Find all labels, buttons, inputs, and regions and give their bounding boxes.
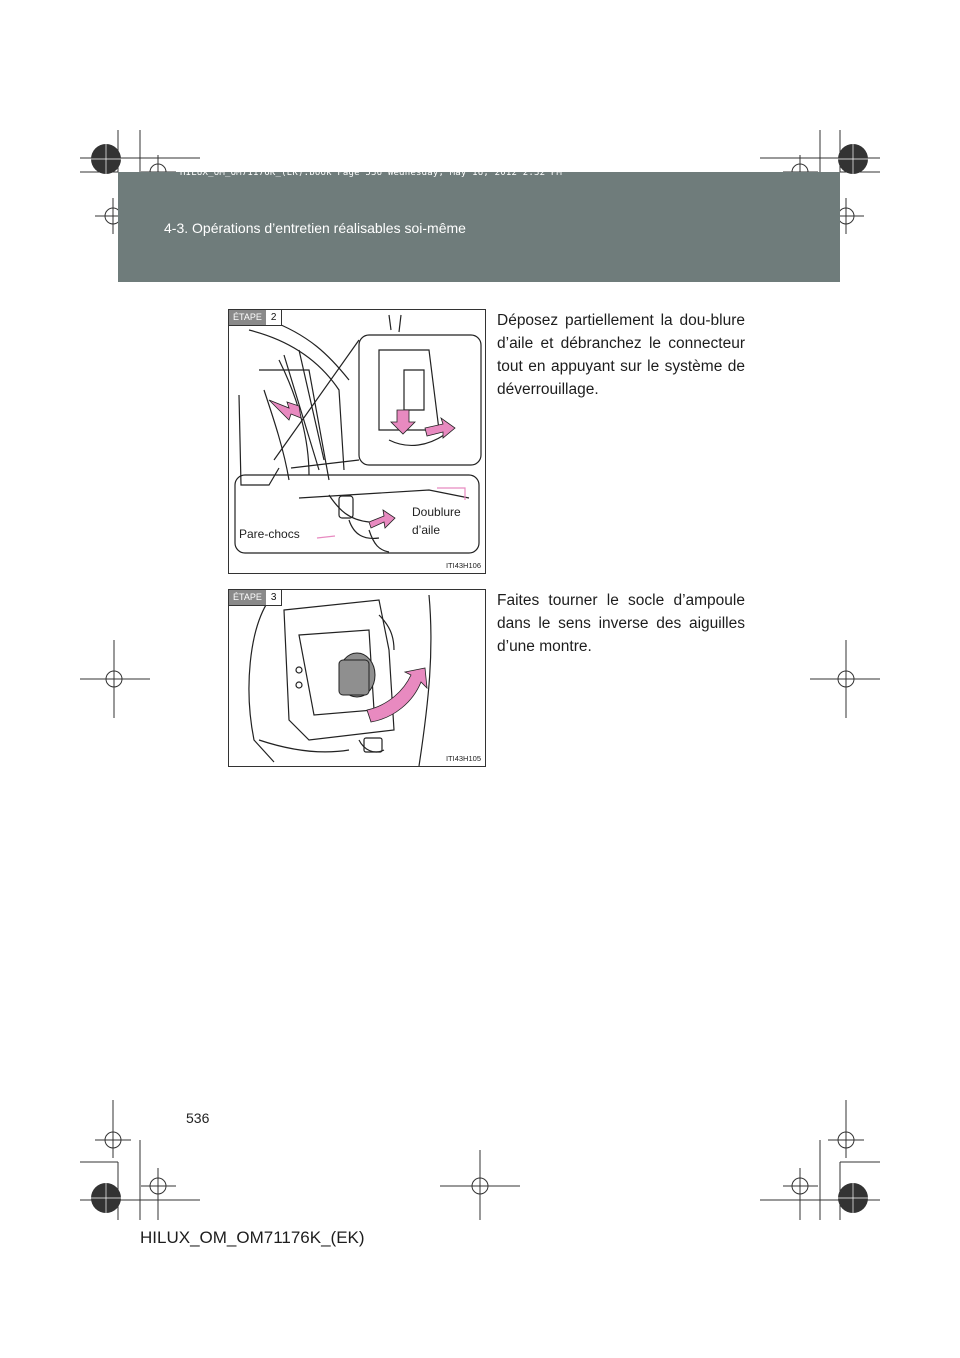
step-number: 3 bbox=[270, 592, 277, 603]
figure-step-3 bbox=[228, 589, 486, 767]
callout-doublure: Doublure bbox=[412, 505, 461, 519]
section-title: 4-3. Opérations d’entretien réalisables soi-même bbox=[164, 220, 466, 236]
page-number: 536 bbox=[186, 1110, 210, 1126]
step-3-text: Faites tourner le socle d’ampoule dans le sens inverse des aiguilles d’une montre. bbox=[497, 592, 745, 655]
step-2-text: Déposez partiellement la dou-blure d’aile et débranchez le connecteur tout en appuyant sur le système de déverrouillage. bbox=[497, 312, 745, 398]
callout-pare-chocs: Pare-chocs bbox=[239, 527, 300, 541]
step-badge bbox=[229, 590, 282, 606]
step-badge-label: ÉTAPE bbox=[229, 590, 266, 605]
figure-code: ITI43H105 bbox=[445, 754, 481, 763]
step-badge-label: ÉTAPE bbox=[229, 310, 266, 325]
figure-code: ITI43H106 bbox=[445, 561, 481, 570]
bulb-socket-illustration bbox=[229, 590, 485, 766]
book-stamp: HILUX_OM_OM71176K_(EK).book Page 536 Wednesday, May 16, 2012 2:32 PM bbox=[180, 168, 563, 178]
step-number: 2 bbox=[270, 312, 277, 323]
figure-step-2 bbox=[228, 309, 486, 574]
step-badge bbox=[229, 310, 282, 326]
callout-daile: d’aile bbox=[412, 523, 441, 537]
document-code: HILUX_OM_OM71176K_(EK) bbox=[140, 1228, 365, 1247]
